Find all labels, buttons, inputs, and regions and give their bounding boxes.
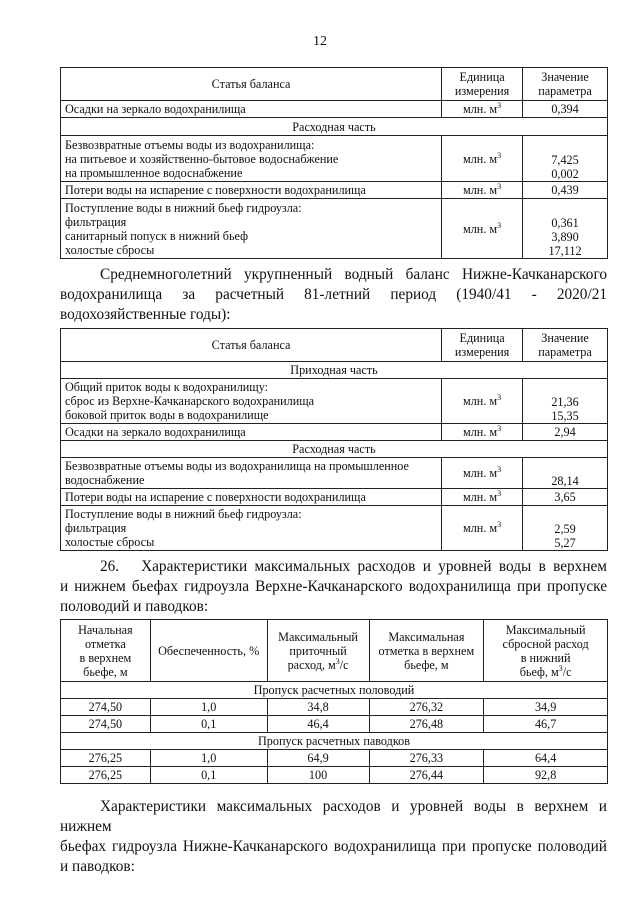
table-row xyxy=(61,489,608,506)
table-row xyxy=(61,101,608,118)
section-title: Пропуск расчетных паводков xyxy=(61,733,608,750)
header-value: Значение параметра xyxy=(523,329,608,362)
header-line: отметка в верхнем xyxy=(378,643,475,658)
value-line: 7,425 xyxy=(551,153,579,167)
cell-max-discharge: 92,8 xyxy=(484,767,608,784)
value-line: 3,890 xyxy=(551,230,579,244)
cell-initial-level: 274,50 xyxy=(61,699,151,716)
label-line: холостые сбросы xyxy=(65,535,155,549)
paragraph-line: Среднемноголетний укрупненный водный баланс Нижне-Качканарского xyxy=(100,266,607,283)
table-row xyxy=(61,750,608,767)
row-value xyxy=(523,506,608,551)
cell-probability: 0,1 xyxy=(150,716,267,733)
water-balance-table-upper xyxy=(60,67,608,259)
section-row xyxy=(61,682,608,699)
row-value: 2,94 xyxy=(523,424,608,441)
cell-probability: 0,1 xyxy=(150,767,267,784)
label-line: боковой приток воды в водохранилище xyxy=(65,408,269,422)
section-row xyxy=(61,733,608,750)
table-row xyxy=(61,199,608,259)
label-line: Общий приток воды к водохранилищу: xyxy=(65,380,269,394)
value-line: 2,59 xyxy=(554,522,576,536)
label-line: сброс из Верхне-Качканарского водохранилища xyxy=(65,394,315,408)
section-title: Расходная часть xyxy=(61,441,608,458)
cell-probability: 1,0 xyxy=(150,750,267,767)
table-row xyxy=(61,767,608,784)
header-text: бьеф, м xyxy=(519,664,559,679)
paragraph-line: половодий и паводков: xyxy=(60,598,209,615)
table-row xyxy=(61,182,608,199)
label-line: Поступление воды в нижний бьеф гидроузла: xyxy=(65,507,302,521)
cell-max-discharge: 64,4 xyxy=(484,750,608,767)
header-line: отметка xyxy=(84,636,126,651)
unit-text: млн. м xyxy=(463,221,498,236)
unit-superscript: 3 xyxy=(497,423,502,433)
row-label xyxy=(61,506,442,551)
cell-max-upper-level: 276,33 xyxy=(369,750,484,767)
header-text: /с xyxy=(562,664,572,679)
header-line: сбросной расход xyxy=(502,636,589,651)
label-line: водоснабжение xyxy=(65,473,145,487)
unit-superscript: 3 xyxy=(335,656,340,666)
cell-max-inflow: 34,8 xyxy=(267,699,369,716)
row-value xyxy=(523,379,608,424)
table-row xyxy=(61,136,608,182)
unit-text: млн. м xyxy=(463,466,498,480)
cell-initial-level: 276,25 xyxy=(61,767,151,784)
header-line: Максимальный xyxy=(505,622,586,637)
row-value: 3,65 xyxy=(523,489,608,506)
cell-max-upper-level: 276,32 xyxy=(369,699,484,716)
label-line: фильтрация xyxy=(65,521,127,535)
unit-superscript: 3 xyxy=(497,181,502,191)
paragraph-line: водохранилища за расчетный 81-летний период (1940/41 - 2020/21 xyxy=(60,286,607,303)
cell-max-discharge: 34,9 xyxy=(484,699,608,716)
row-label xyxy=(61,458,442,489)
cell-max-inflow: 64,9 xyxy=(267,750,369,767)
header-line xyxy=(488,665,603,679)
paragraph-section-26 xyxy=(60,557,607,617)
header-line: Максимальный xyxy=(278,629,358,644)
row-unit xyxy=(442,458,523,489)
header-max-discharge xyxy=(484,620,608,682)
header-line: в нижний xyxy=(520,650,571,665)
header-max-upper-level xyxy=(369,620,484,682)
paragraph-line: Характеристики максимальных расходов и уровней воды в верхнем и нижнем xyxy=(60,798,607,835)
cell-max-inflow: 100 xyxy=(267,767,369,784)
cell-initial-level: 274,50 xyxy=(61,716,151,733)
row-value xyxy=(523,199,608,259)
unit-superscript: 3 xyxy=(497,220,502,230)
paragraph-line: бьефах гидроузла Нижне-Качканарского водохранилища при пропуске половодий xyxy=(60,838,607,855)
row-unit xyxy=(442,199,523,259)
label-line: Поступление воды в нижний бьеф гидроузла: xyxy=(65,200,302,215)
header-unit: Единица измерения xyxy=(442,329,523,362)
row-label xyxy=(61,136,442,182)
unit-superscript: 3 xyxy=(497,392,502,402)
water-balance-table-lower xyxy=(60,328,608,551)
value-line: 15,35 xyxy=(551,409,579,423)
unit-text: млн. м xyxy=(463,183,498,197)
header-probability: Обеспеченность, % xyxy=(150,620,267,682)
value-line: 21,36 xyxy=(551,395,579,409)
row-label: Осадки на зеркало водохранилища xyxy=(61,424,442,441)
header-line: бьефе, м xyxy=(83,664,128,679)
row-unit xyxy=(442,182,523,199)
cell-max-inflow: 46,4 xyxy=(267,716,369,733)
unit-superscript: 3 xyxy=(497,100,502,110)
label-line: на питьевое и хозяйственно-бытовое водоснабжение xyxy=(65,151,339,166)
section-title: Пропуск расчетных половодий xyxy=(61,682,608,699)
header-line: бьефе, м xyxy=(404,657,449,672)
table-header-row xyxy=(61,68,608,101)
row-unit xyxy=(442,506,523,551)
row-value: 0,439 xyxy=(523,182,608,199)
label-line: Безвозвратные отъемы воды из водохранилища: xyxy=(65,137,315,152)
section-row xyxy=(61,362,608,379)
cell-initial-level: 276,25 xyxy=(61,750,151,767)
table-row xyxy=(61,379,608,424)
cell-max-upper-level: 276,48 xyxy=(369,716,484,733)
table-row xyxy=(61,699,608,716)
header-line: в верхнем xyxy=(79,650,132,665)
unit-text: млн. м xyxy=(463,151,498,166)
header-max-inflow xyxy=(267,620,369,682)
unit-text: млн. м xyxy=(463,490,498,504)
section-row xyxy=(61,118,608,136)
table-row xyxy=(61,458,608,489)
row-label xyxy=(61,379,442,424)
row-unit xyxy=(442,379,523,424)
header-line: Начальная xyxy=(78,622,133,637)
label-line: на промышленное водоснабжение xyxy=(65,165,243,180)
paragraph-line: водохозяйственные годы): xyxy=(60,306,231,323)
unit-superscript: 3 xyxy=(497,150,502,160)
unit-superscript: 3 xyxy=(497,464,502,474)
row-label xyxy=(61,199,442,259)
table-row xyxy=(61,506,608,551)
row-label: Потери воды на испарение с поверхности водохранилища xyxy=(61,182,442,199)
row-value: 0,394 xyxy=(523,101,608,118)
paragraph-balance-intro xyxy=(60,265,607,325)
label-line: холостые сбросы xyxy=(65,242,155,257)
unit-superscript: 3 xyxy=(558,663,563,673)
header-item: Статья баланса xyxy=(61,68,442,101)
paragraph-lower-reservoir-intro xyxy=(60,797,607,877)
row-value xyxy=(523,136,608,182)
header-line xyxy=(272,658,365,672)
header-text: расход, м xyxy=(287,657,336,672)
table-header-row xyxy=(61,620,608,682)
section-row xyxy=(61,441,608,458)
section-number: 26. xyxy=(100,558,120,575)
page-number: 12 xyxy=(313,34,327,49)
header-initial-level xyxy=(61,620,151,682)
table-row xyxy=(61,424,608,441)
row-unit xyxy=(442,489,523,506)
header-line: Максимальная xyxy=(388,629,465,644)
value-line: 0,002 xyxy=(551,167,579,181)
header-unit: Единица измерения xyxy=(442,68,523,101)
value-line: 17,112 xyxy=(548,244,582,258)
paragraph-line xyxy=(60,557,607,577)
cell-max-discharge: 46,7 xyxy=(484,716,608,733)
paragraph-line: и нижнем бьефах гидроузла Верхне-Качканарского водохранилища при пропуске xyxy=(60,578,607,595)
row-label: Осадки на зеркало водохранилища xyxy=(61,101,442,118)
row-label: Потери воды на испарение с поверхности водохранилища xyxy=(61,489,442,506)
header-item: Статья баланса xyxy=(61,329,442,362)
row-unit xyxy=(442,136,523,182)
paragraph-text: Характеристики максимальных расходов и уровней воды в верхнем xyxy=(141,558,607,575)
value-line: 5,27 xyxy=(554,536,576,550)
unit-text: млн. м xyxy=(463,394,498,408)
paragraph-line: и паводков: xyxy=(60,858,135,875)
header-line: приточный xyxy=(289,643,347,658)
cell-probability: 1,0 xyxy=(150,699,267,716)
value-line: 0,361 xyxy=(551,216,579,230)
table-header-row xyxy=(61,329,608,362)
header-text: /с xyxy=(339,657,349,672)
header-value: Значение параметра xyxy=(523,68,608,101)
label-line: фильтрация xyxy=(65,214,127,229)
section-title: Приходная часть xyxy=(61,362,608,379)
section-title: Расходная часть xyxy=(61,118,608,136)
unit-text: млн. м xyxy=(463,521,498,535)
cell-max-upper-level: 276,44 xyxy=(369,767,484,784)
label-line: санитарный попуск в нижний бьеф xyxy=(65,228,248,243)
max-discharge-table xyxy=(60,619,608,784)
unit-text: млн. м xyxy=(463,102,498,116)
unit-text: млн. м xyxy=(463,425,498,439)
row-value: 28,14 xyxy=(523,458,608,489)
unit-superscript: 3 xyxy=(497,488,502,498)
unit-superscript: 3 xyxy=(497,519,502,529)
row-unit xyxy=(442,424,523,441)
label-line: Безвозвратные отъемы воды из водохранилища на промышленное xyxy=(65,459,409,473)
row-unit xyxy=(442,101,523,118)
table-row xyxy=(61,716,608,733)
